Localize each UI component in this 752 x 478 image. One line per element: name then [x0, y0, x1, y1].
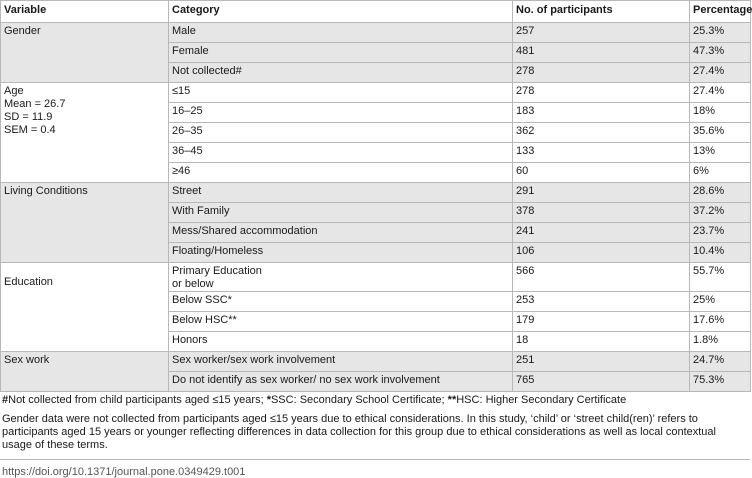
percentage-cell: 27.4%	[690, 83, 751, 103]
percentage-cell: 25.3%	[690, 23, 751, 43]
category-cell: Honors	[169, 332, 513, 352]
variable-label: Age	[4, 85, 24, 97]
variable-living-conditions	[1, 183, 169, 263]
table-row	[1, 183, 751, 203]
footnote-text: Not collected from child participants aged ≤15 years;	[8, 394, 267, 406]
category-cell: 26–35	[169, 123, 513, 143]
category-cell: Do not identify as sex worker/ no sex work involvement	[169, 372, 513, 392]
percentage-cell: 35.6%	[690, 123, 751, 143]
category-cell: 36–45	[169, 143, 513, 163]
count-cell: 378	[513, 203, 690, 223]
age-sem: SEM = 0.4	[4, 124, 56, 136]
percentage-cell: 25%	[690, 292, 751, 312]
category-cell: Male	[169, 23, 513, 43]
percentage-cell: 55.7%	[690, 263, 751, 292]
percentage-cell: 6%	[690, 163, 751, 183]
variable-gender	[1, 23, 169, 83]
header-percentage: Percentage	[690, 1, 751, 23]
category-cell: 16–25	[169, 103, 513, 123]
percentage-cell: 18%	[690, 103, 751, 123]
percentage-cell: 23.7%	[690, 223, 751, 243]
count-cell: 133	[513, 143, 690, 163]
footnote-text: HSC: Higher Secondary Certificate	[456, 394, 627, 406]
category-cell: Floating/Homeless	[169, 243, 513, 263]
table-notes	[0, 392, 750, 452]
age-sd: SD = 11.9	[4, 111, 53, 123]
percentage-cell: 47.3%	[690, 43, 751, 63]
percentage-cell: 17.6%	[690, 312, 751, 332]
count-cell: 481	[513, 43, 690, 63]
count-cell: 278	[513, 83, 690, 103]
footnote-mark: #	[2, 394, 9, 406]
variable-label: Education	[4, 276, 53, 288]
table-row	[1, 352, 751, 372]
footnote-text: SSC: Secondary School Certificate;	[270, 394, 448, 406]
table-row	[1, 263, 751, 292]
count-cell: 566	[513, 263, 690, 292]
count-cell: 60	[513, 163, 690, 183]
count-cell: 18	[513, 332, 690, 352]
percentage-cell: 28.6%	[690, 183, 751, 203]
category-cell: Mess/Shared accommodation	[169, 223, 513, 243]
category-cell: ≤15	[169, 83, 513, 103]
count-cell: 183	[513, 103, 690, 123]
count-cell: 257	[513, 23, 690, 43]
footnote-mark: **	[447, 394, 457, 406]
count-cell: 765	[513, 372, 690, 392]
count-cell: 241	[513, 223, 690, 243]
count-cell: 362	[513, 123, 690, 143]
header-variable: Variable	[1, 1, 169, 23]
category-cell: Street	[169, 183, 513, 203]
variable-education	[1, 263, 169, 352]
variable-age	[1, 83, 169, 183]
count-cell: 251	[513, 352, 690, 372]
footnote	[2, 394, 748, 407]
percentage-cell: 75.3%	[690, 372, 751, 392]
percentage-cell: 10.4%	[690, 243, 751, 263]
doi-link[interactable]: https://doi.org/10.1371/journal.pone.0349429.t001	[2, 466, 246, 478]
percentage-cell: 27.4%	[690, 63, 751, 83]
percentage-cell: 1.8%	[690, 332, 751, 352]
category-cell: Sex worker/sex work involvement	[169, 352, 513, 372]
percentage-cell: 24.7%	[690, 352, 751, 372]
age-mean: Mean = 26.7	[4, 98, 66, 110]
percentage-cell: 13%	[690, 143, 751, 163]
header-row	[1, 1, 751, 23]
table-note: Gender data were not collected from participants aged ≤15 years due to ethical considerations. In this study, ‘child’ or ‘street child(ren)’ refers to participants aged 15 years or younger reflecting differences in data collection for this group due to ethical considerations as well as local contextual usage of these terms.	[2, 413, 716, 451]
category-cell: Not collected#	[169, 63, 513, 83]
count-cell: 291	[513, 183, 690, 203]
header-count: No. of participants	[513, 1, 690, 23]
category-cell: Below HSC**	[169, 312, 513, 332]
variable-sex-work	[1, 352, 169, 392]
footnote-mark: *	[266, 394, 271, 406]
variable-label: Sex work	[4, 354, 50, 366]
count-cell: 106	[513, 243, 690, 263]
category-cell: Female	[169, 43, 513, 63]
variable-label: Gender	[4, 25, 41, 37]
category-cell: Below SSC*	[169, 292, 513, 312]
table-row	[1, 23, 751, 43]
category-line: or below	[172, 278, 214, 290]
count-cell: 278	[513, 63, 690, 83]
count-cell: 253	[513, 292, 690, 312]
variable-label: Living Conditions	[4, 185, 88, 197]
count-cell: 179	[513, 312, 690, 332]
table-row	[1, 83, 751, 103]
percentage-cell: 37.2%	[690, 203, 751, 223]
category-cell: ≥46	[169, 163, 513, 183]
category-cell	[169, 263, 513, 292]
category-line: Primary Education	[172, 265, 262, 277]
header-category: Category	[169, 1, 513, 23]
category-cell: With Family	[169, 203, 513, 223]
